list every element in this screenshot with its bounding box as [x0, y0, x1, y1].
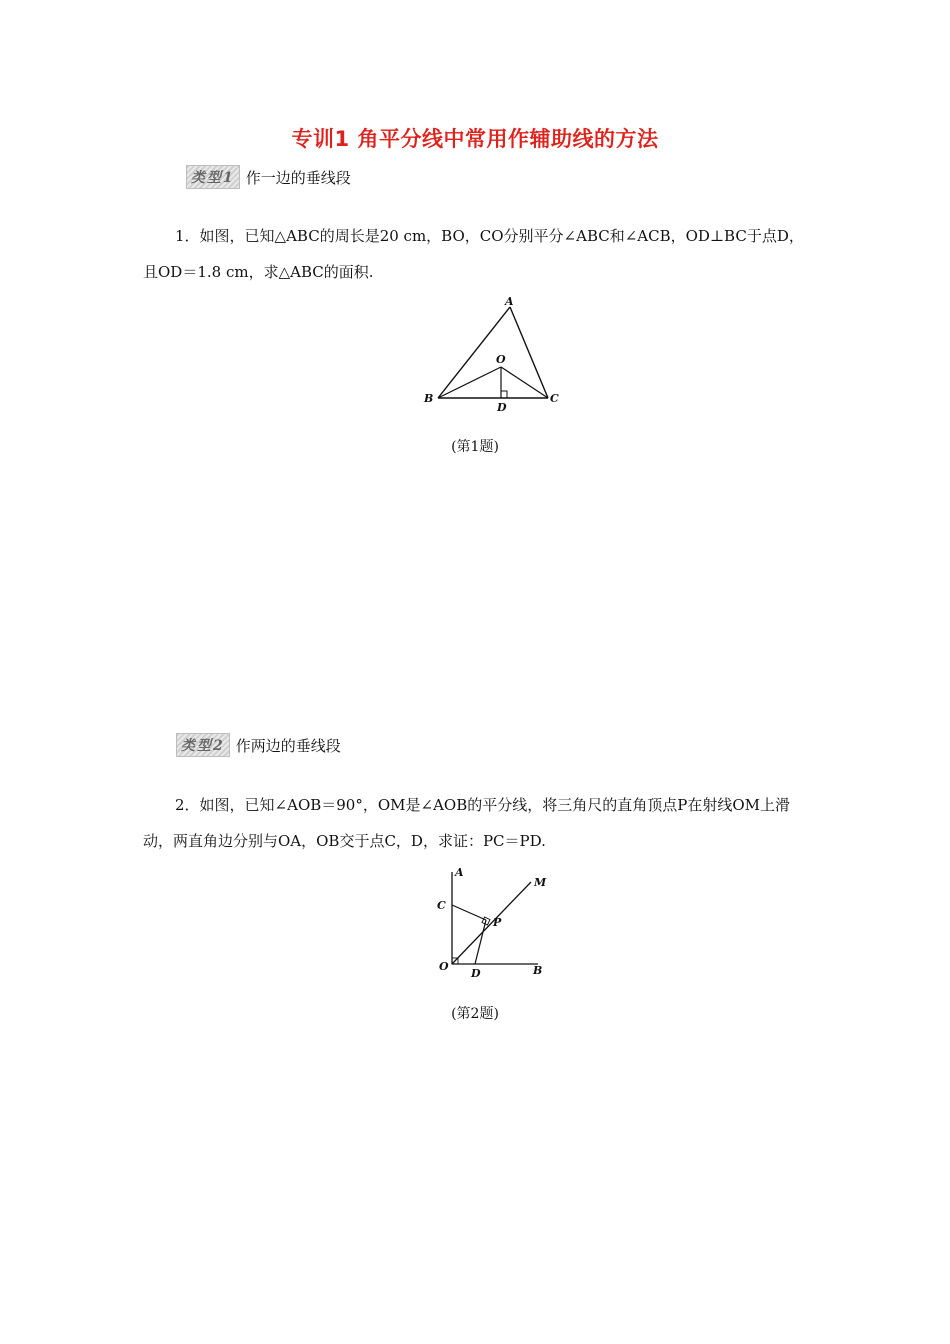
segment-pd: [475, 920, 486, 964]
segment-pc: [452, 905, 486, 920]
figure-2: [425, 862, 555, 982]
label-c: C: [550, 392, 559, 405]
problem-text: 如图，已知∠AOB＝90°，OM是∠AOB的平分线，将三角尺的直角顶点P在射线OM上滑动，两直角边分别与OA，OB交于点C，D，求证：PC＝PD.: [143, 796, 790, 850]
label-b: B: [533, 964, 543, 977]
label-c: C: [437, 899, 446, 912]
section-1-header: [186, 165, 351, 189]
figure-1-caption: (第1题): [451, 439, 499, 455]
label-a: A: [455, 866, 464, 879]
section-heading: 作两边的垂线段: [235, 736, 341, 755]
page-title: 专训1 角平分线中常用作辅助线的方法: [291, 127, 659, 151]
section-2-header: [176, 733, 341, 757]
type-badge: 类型2: [176, 733, 230, 757]
label-p: P: [493, 916, 502, 929]
problem-2: [143, 787, 811, 859]
label-a: A: [505, 295, 514, 308]
problem-number: 1．: [175, 227, 200, 245]
problem-number: 2．: [175, 796, 200, 814]
label-d: D: [471, 967, 481, 980]
label-o: O: [496, 353, 506, 366]
problem-1: [143, 218, 811, 290]
figure-1: [418, 293, 568, 415]
problem-text: 如图，已知△ABC的周长是20 cm，BO，CO分别平分∠ABC和∠ACB，OD⊥BC于点D，且OD＝1.8 cm，求△ABC的面积.: [143, 227, 804, 281]
segment-bo: [438, 367, 501, 398]
edge-ac: [510, 307, 548, 398]
label-d: D: [497, 401, 507, 414]
figure-2-caption: (第2题): [451, 1006, 499, 1022]
type-badge: 类型1: [186, 165, 240, 189]
label-m: M: [534, 876, 547, 889]
label-b: B: [424, 392, 434, 405]
right-angle-mark: [501, 391, 507, 398]
label-o: O: [439, 960, 449, 973]
ray-om: [452, 882, 531, 964]
section-heading: 作一边的垂线段: [245, 168, 351, 187]
